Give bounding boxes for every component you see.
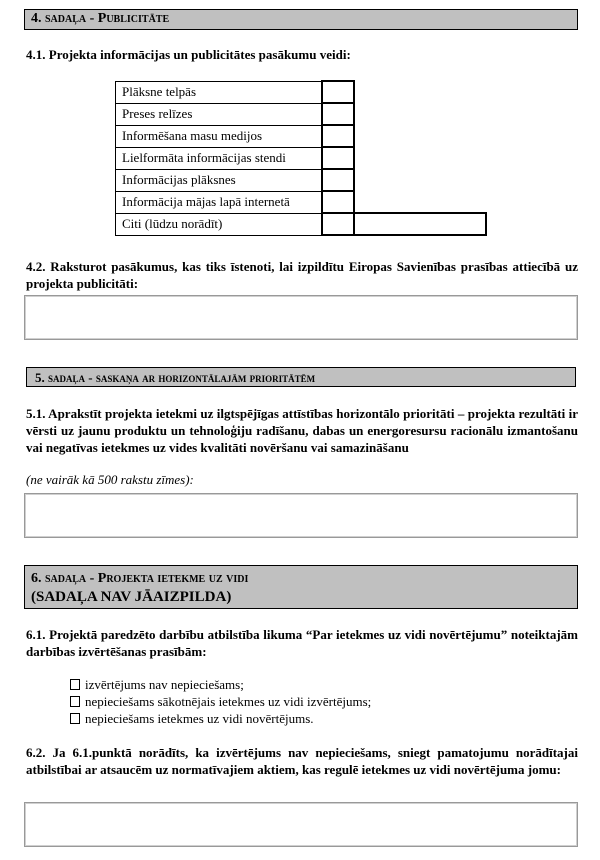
question-4-1: 4.1. Projekta informācijas un publicitātes pasākumu veidi: xyxy=(26,47,351,62)
question-5-1-note: (ne vairāk kā 500 rakstu zīmes): xyxy=(26,472,194,487)
section-6-notice: (SADAĻA NAV JĀAIZPILDA) xyxy=(31,589,232,605)
answer-5-1-field[interactable] xyxy=(24,493,578,538)
publicity-type-checkbox[interactable] xyxy=(322,125,354,147)
answer-6-2-field[interactable] xyxy=(24,802,578,847)
question-6-1: 6.1. Projektā paredzēto darbību atbilstība likuma “Par ietekmes uz vidi novērtējumu” noteiktajām darbības izvērtēšanas prasībām: xyxy=(26,627,578,659)
publicity-type-checkbox[interactable] xyxy=(322,147,354,169)
section-4-heading: 4. sadaļa - Publicitāte xyxy=(24,9,578,30)
publicity-type-checkbox[interactable] xyxy=(322,169,354,191)
table-row xyxy=(116,191,486,213)
question-5-1: 5.1. Aprakstīt projekta ietekmi uz ilgtspējīgas attīstības horizontālo prioritāti – projekta rezultāti ir vērsti uz jaunu produktu un tehnoloģiju radīšanu, dabas un energoresursu racionālu izmantošanu vai negatīvas ietekmes uz vides kvalitāti novēršanu vai samazināšanu xyxy=(26,406,578,455)
publicity-type-label: Informācija mājas lapā internetā xyxy=(116,191,322,213)
table-row xyxy=(116,125,486,147)
publicity-type-checkbox[interactable] xyxy=(322,191,354,213)
publicity-type-label: Informēšana masu medijos xyxy=(116,125,322,147)
checkbox-icon[interactable] xyxy=(70,713,80,724)
table-row xyxy=(116,81,486,103)
section-6-heading: 6. sadaļa - Projekta ietekme uz vidi (SADAĻA NAV JĀAIZPILDA) xyxy=(24,565,578,609)
publicity-type-label: Plāksne telpās xyxy=(116,81,322,103)
table-row xyxy=(116,169,486,191)
publicity-type-label: Preses relīzes xyxy=(116,103,322,125)
checkbox-icon[interactable] xyxy=(70,679,80,690)
checkbox-icon[interactable] xyxy=(70,696,80,707)
other-specify-field[interactable] xyxy=(354,213,486,235)
publicity-type-checkbox[interactable] xyxy=(322,103,354,125)
list-item[interactable]: izvērtējums nav nepieciešams; xyxy=(70,676,371,693)
answer-4-2-field[interactable] xyxy=(24,295,578,340)
publicity-type-label: Lielformāta informācijas stendi xyxy=(116,147,322,169)
publicity-type-label: Informācijas plāksnes xyxy=(116,169,322,191)
list-item[interactable]: nepieciešams sākotnējais ietekmes uz vidi izvērtējums; xyxy=(70,693,371,710)
table-row xyxy=(116,213,486,235)
section-5-heading: 5. sadaļa - saskaņa ar horizontālajām prioritātēm xyxy=(26,367,576,387)
list-item[interactable]: nepieciešams ietekmes uz vidi novērtējums. xyxy=(70,710,371,727)
publicity-type-checkbox[interactable] xyxy=(322,213,354,235)
table-row xyxy=(116,103,486,125)
table-row xyxy=(116,147,486,169)
question-4-2: 4.2. Raksturot pasākumus, kas tiks īstenoti, lai izpildītu Eiropas Savienības prasības attiecībā uz projekta publicitāti: xyxy=(26,259,578,291)
assessment-options xyxy=(70,676,371,727)
publicity-type-checkbox[interactable] xyxy=(322,81,354,103)
publicity-type-label: Citi (lūdzu norādīt) xyxy=(116,213,322,235)
publicity-types-table xyxy=(115,80,487,236)
question-6-2: 6.2. Ja 6.1.punktā norādīts, ka izvērtējums nav nepieciešams, sniegt pamatojumu norādītajai atbilstībai ar atsaucēm uz normatīvajiem aktiem, kas regulē ietekmes uz vidi novērtējuma jomu: xyxy=(26,745,578,777)
